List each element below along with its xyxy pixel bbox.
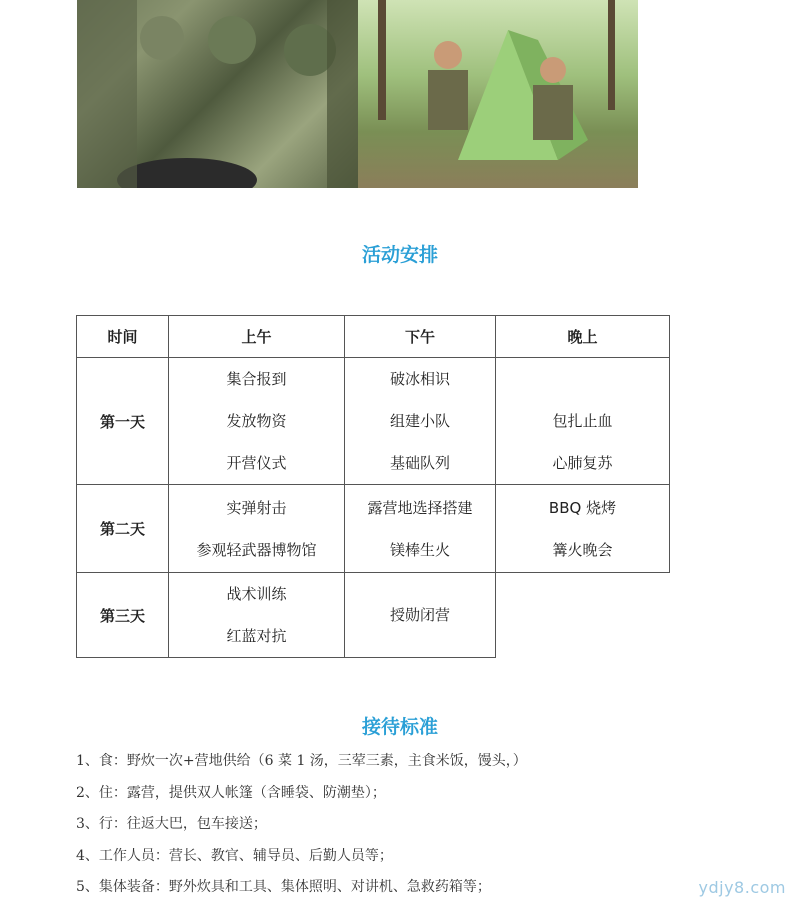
activity: 基础队列 [389,454,450,472]
activity: 集合报到 [226,370,287,388]
activity: 发放物资 [226,412,287,430]
day-label: 第一天 [77,358,169,485]
standards-list [76,748,527,906]
activity: 开营仪式 [226,454,287,472]
evening-cell [496,358,670,485]
empty-cell [496,573,670,658]
afternoon-cell [345,358,496,485]
morning-cell [169,358,345,485]
schedule-title: 活动安排 [361,244,438,266]
activity: 实弹射击 [226,498,287,517]
day-label: 第二天 [77,485,169,573]
photo-strip [77,0,638,188]
activity: 露营地选择搭建 [367,498,473,517]
morning-cell [169,573,345,658]
header-morning: 上午 [169,316,345,358]
afternoon-cell [345,485,496,573]
list-item: 4、工作人员：营长、教官、辅导员、后勤人员等； [76,847,393,864]
activity: 篝火晚会 [552,540,613,559]
morning-cell [169,485,345,573]
activity: 包扎止血 [552,412,613,430]
kids-cooking-photo [77,0,358,188]
activity: 红蓝对抗 [226,627,287,645]
activity: BBQ 烧烤 [548,498,617,517]
activity: 参观轻武器博物馆 [196,540,317,559]
table-row [77,485,670,573]
activity: 授勋闭营 [389,606,450,624]
day-label: 第三天 [77,573,169,658]
afternoon-cell [345,573,496,658]
list-item: 3、行：往返大巴，包车接送； [76,816,267,832]
header-evening: 晚上 [496,316,670,358]
evening-cell [496,485,670,573]
standards-title: 接待标准 [361,716,438,738]
list-item: 5、集体装备：野外炊具和工具、集体照明、对讲机、急救药箱等； [76,879,491,895]
schedule-table [76,315,670,658]
header-afternoon: 下午 [345,316,496,358]
activity: 镁棒生火 [389,540,450,559]
activity: 破冰相识 [389,370,450,388]
watermark: ydjy8.com [698,878,786,897]
activity: 战术训练 [226,585,287,603]
table-header-row [77,316,670,358]
table-row [77,573,670,658]
activity: 心肺复苏 [552,454,613,472]
list-item: 2、住：露营，提供双人帐篷（含睡袋、防潮垫）； [76,784,386,801]
activity [496,358,669,400]
kids-tent-photo [358,0,638,188]
header-time: 时间 [77,316,169,358]
table-row [77,358,670,485]
list-item: 1、食：野炊一次+营地供给（6 菜 1 汤，三荤三素，主食米饭，馒头，） [76,753,527,769]
activity: 组建小队 [389,412,450,430]
